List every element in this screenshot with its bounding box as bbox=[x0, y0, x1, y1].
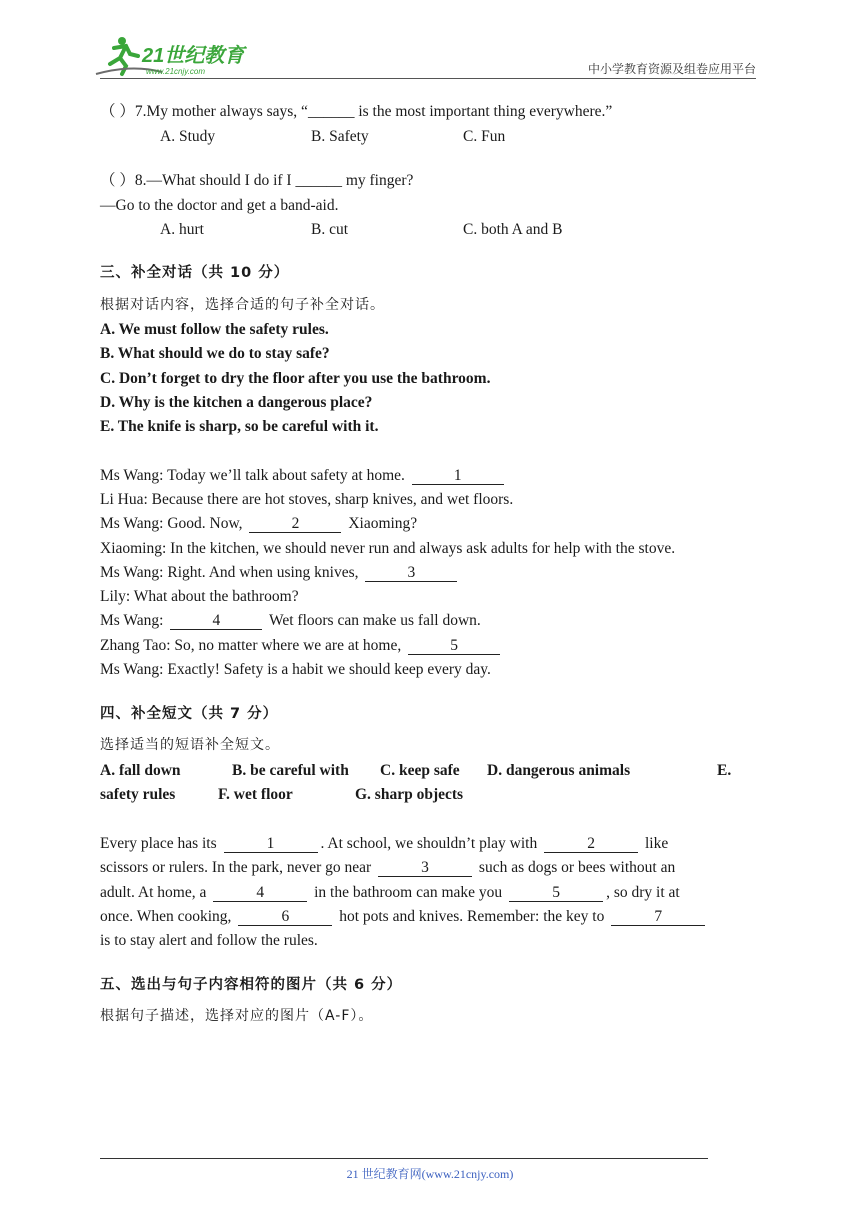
footer-link[interactable]: 21 世纪教育网(www.21cnjy.com) bbox=[346, 1167, 514, 1181]
blank-5[interactable]: 5 bbox=[408, 637, 500, 655]
passage-text: like bbox=[641, 835, 669, 852]
dialogue-line-9: Ms Wang: Exactly! Safety is a habit we should keep every day. bbox=[100, 661, 491, 678]
dialogue-line-6: Lily: What about the bathroom? bbox=[100, 588, 299, 605]
dialogue-line-8 bbox=[100, 636, 503, 656]
platform-name: 中小学教育资源及组卷应用平台 bbox=[587, 62, 756, 76]
section-3-instruction: 根据对话内容，选择合适的句子补全对话。 bbox=[100, 297, 385, 313]
blank-7[interactable]: 7 bbox=[611, 908, 705, 926]
answer-paren: （ ） bbox=[100, 103, 135, 120]
passage-text: such as dogs or bees without an bbox=[475, 859, 676, 876]
dialogue-line-5 bbox=[100, 563, 460, 583]
q7-blank: ______ bbox=[307, 103, 355, 120]
q7-stem: 7.My mother always says, “ bbox=[134, 103, 308, 120]
blank-2[interactable]: 2 bbox=[249, 515, 341, 533]
phrase-e-label: E. bbox=[717, 762, 732, 779]
dialogue-line-1 bbox=[100, 466, 507, 486]
blank-3[interactable]: 3 bbox=[365, 564, 457, 582]
q8-blank: ______ bbox=[295, 172, 342, 189]
phrase-e-text: safety rules bbox=[100, 786, 176, 803]
dialogue-text: Wet floors can make us fall down. bbox=[265, 612, 481, 629]
section-5-instruction: 根据句子描述，选择对应的图片（A-F）。 bbox=[100, 1008, 374, 1024]
phrase-b: B. be careful with bbox=[232, 762, 349, 779]
section-3-title: 三、补全对话（共 10 分） bbox=[100, 265, 290, 281]
passage-text: adult. At home, a bbox=[100, 884, 211, 901]
passage-text: . At school, we shouldn’t play with bbox=[320, 835, 542, 852]
choice-c: C. Don’t forget to dry the floor after you use the bathroom. bbox=[100, 370, 491, 387]
phrase-c: C. keep safe bbox=[380, 762, 460, 779]
passage-text: in the bathroom can make you bbox=[310, 884, 507, 901]
q8-option-b: B. cut bbox=[311, 221, 349, 238]
phrase-a: A. fall down bbox=[100, 762, 181, 779]
dialogue-line-7 bbox=[100, 611, 481, 631]
dialogue-text: Xiaoming? bbox=[344, 515, 418, 532]
passage-text: , so dry it at bbox=[606, 884, 680, 901]
site-logo bbox=[92, 34, 262, 78]
blank-4[interactable]: 4 bbox=[170, 612, 262, 630]
q7-option-c: C. Fun bbox=[463, 128, 506, 145]
dialogue-text: Ms Wang: bbox=[100, 612, 168, 629]
choice-b: B. What should we do to stay safe? bbox=[100, 345, 330, 362]
dialogue-text: Ms Wang: Good. Now, bbox=[100, 515, 247, 532]
logo-url: www.21cnjy.com bbox=[146, 67, 205, 76]
passage-line-1 bbox=[100, 834, 668, 854]
passage-line-2 bbox=[100, 858, 675, 878]
section-4-title: 四、补全短文（共 7 分） bbox=[100, 706, 279, 722]
answer-paren: （ ） bbox=[100, 172, 135, 189]
q8-stem: 8.—What should I do if I bbox=[134, 172, 296, 189]
phrase-d: D. dangerous animals bbox=[487, 762, 631, 779]
section-4-instruction: 选择适当的短语补全短文。 bbox=[100, 737, 280, 753]
choice-e: E. The knife is sharp, so be careful with it. bbox=[100, 418, 379, 435]
blank-2[interactable]: 2 bbox=[544, 835, 638, 853]
logo-text: 21世纪教育 bbox=[142, 45, 245, 67]
blank-1[interactable]: 1 bbox=[412, 467, 504, 485]
q8-option-a: A. hurt bbox=[160, 221, 204, 238]
section-5-title: 五、选出与句子内容相符的图片（共 6 分） bbox=[100, 977, 403, 993]
runner-logo-icon bbox=[92, 34, 262, 78]
q7-option-a: A. Study bbox=[160, 128, 216, 145]
dialogue-line-4: Xiaoming: In the kitchen, we should never run and always ask adults for help with the stove. bbox=[100, 540, 676, 557]
dialogue-line-2: Li Hua: Because there are hot stoves, sharp knives, and wet floors. bbox=[100, 491, 514, 508]
blank-4[interactable]: 4 bbox=[213, 884, 307, 902]
passage-line-4 bbox=[100, 907, 708, 927]
blank-6[interactable]: 6 bbox=[238, 908, 332, 926]
blank-5[interactable]: 5 bbox=[509, 884, 603, 902]
choice-a: A. We must follow the safety rules. bbox=[100, 321, 329, 338]
passage-text: once. When cooking, bbox=[100, 908, 236, 925]
q8-response: —Go to the doctor and get a band-aid. bbox=[100, 197, 339, 214]
passage-line-3 bbox=[100, 883, 680, 903]
choice-d: D. Why is the kitchen a dangerous place? bbox=[100, 394, 373, 411]
passage-line-5: is to stay alert and follow the rules. bbox=[100, 932, 318, 949]
blank-1[interactable]: 1 bbox=[224, 835, 318, 853]
passage-text: scissors or rulers. In the park, never go near bbox=[100, 859, 376, 876]
dialogue-text: Zhang Tao: So, no matter where we are at home, bbox=[100, 637, 406, 654]
dialogue-line-3 bbox=[100, 514, 417, 534]
question-7 bbox=[100, 102, 612, 122]
dialogue-text: Ms Wang: Right. And when using knives, bbox=[100, 564, 363, 581]
footer-divider bbox=[100, 1158, 708, 1159]
header-divider bbox=[100, 78, 756, 79]
question-8 bbox=[100, 171, 413, 191]
dialogue-text: Ms Wang: Today we’ll talk about safety at home. bbox=[100, 467, 409, 484]
phrase-f: F. wet floor bbox=[218, 786, 293, 803]
q8-stem-end: my finger? bbox=[341, 172, 414, 189]
passage-text: hot pots and knives. Remember: the key to bbox=[335, 908, 609, 925]
q8-option-c: C. both A and B bbox=[463, 221, 563, 238]
passage-text: Every place has its bbox=[100, 835, 221, 852]
phrase-g: G. sharp objects bbox=[355, 786, 464, 803]
q7-option-b: B. Safety bbox=[311, 128, 369, 145]
q7-stem-end: is the most important thing everywhere.” bbox=[354, 103, 613, 120]
blank-3[interactable]: 3 bbox=[378, 859, 472, 877]
